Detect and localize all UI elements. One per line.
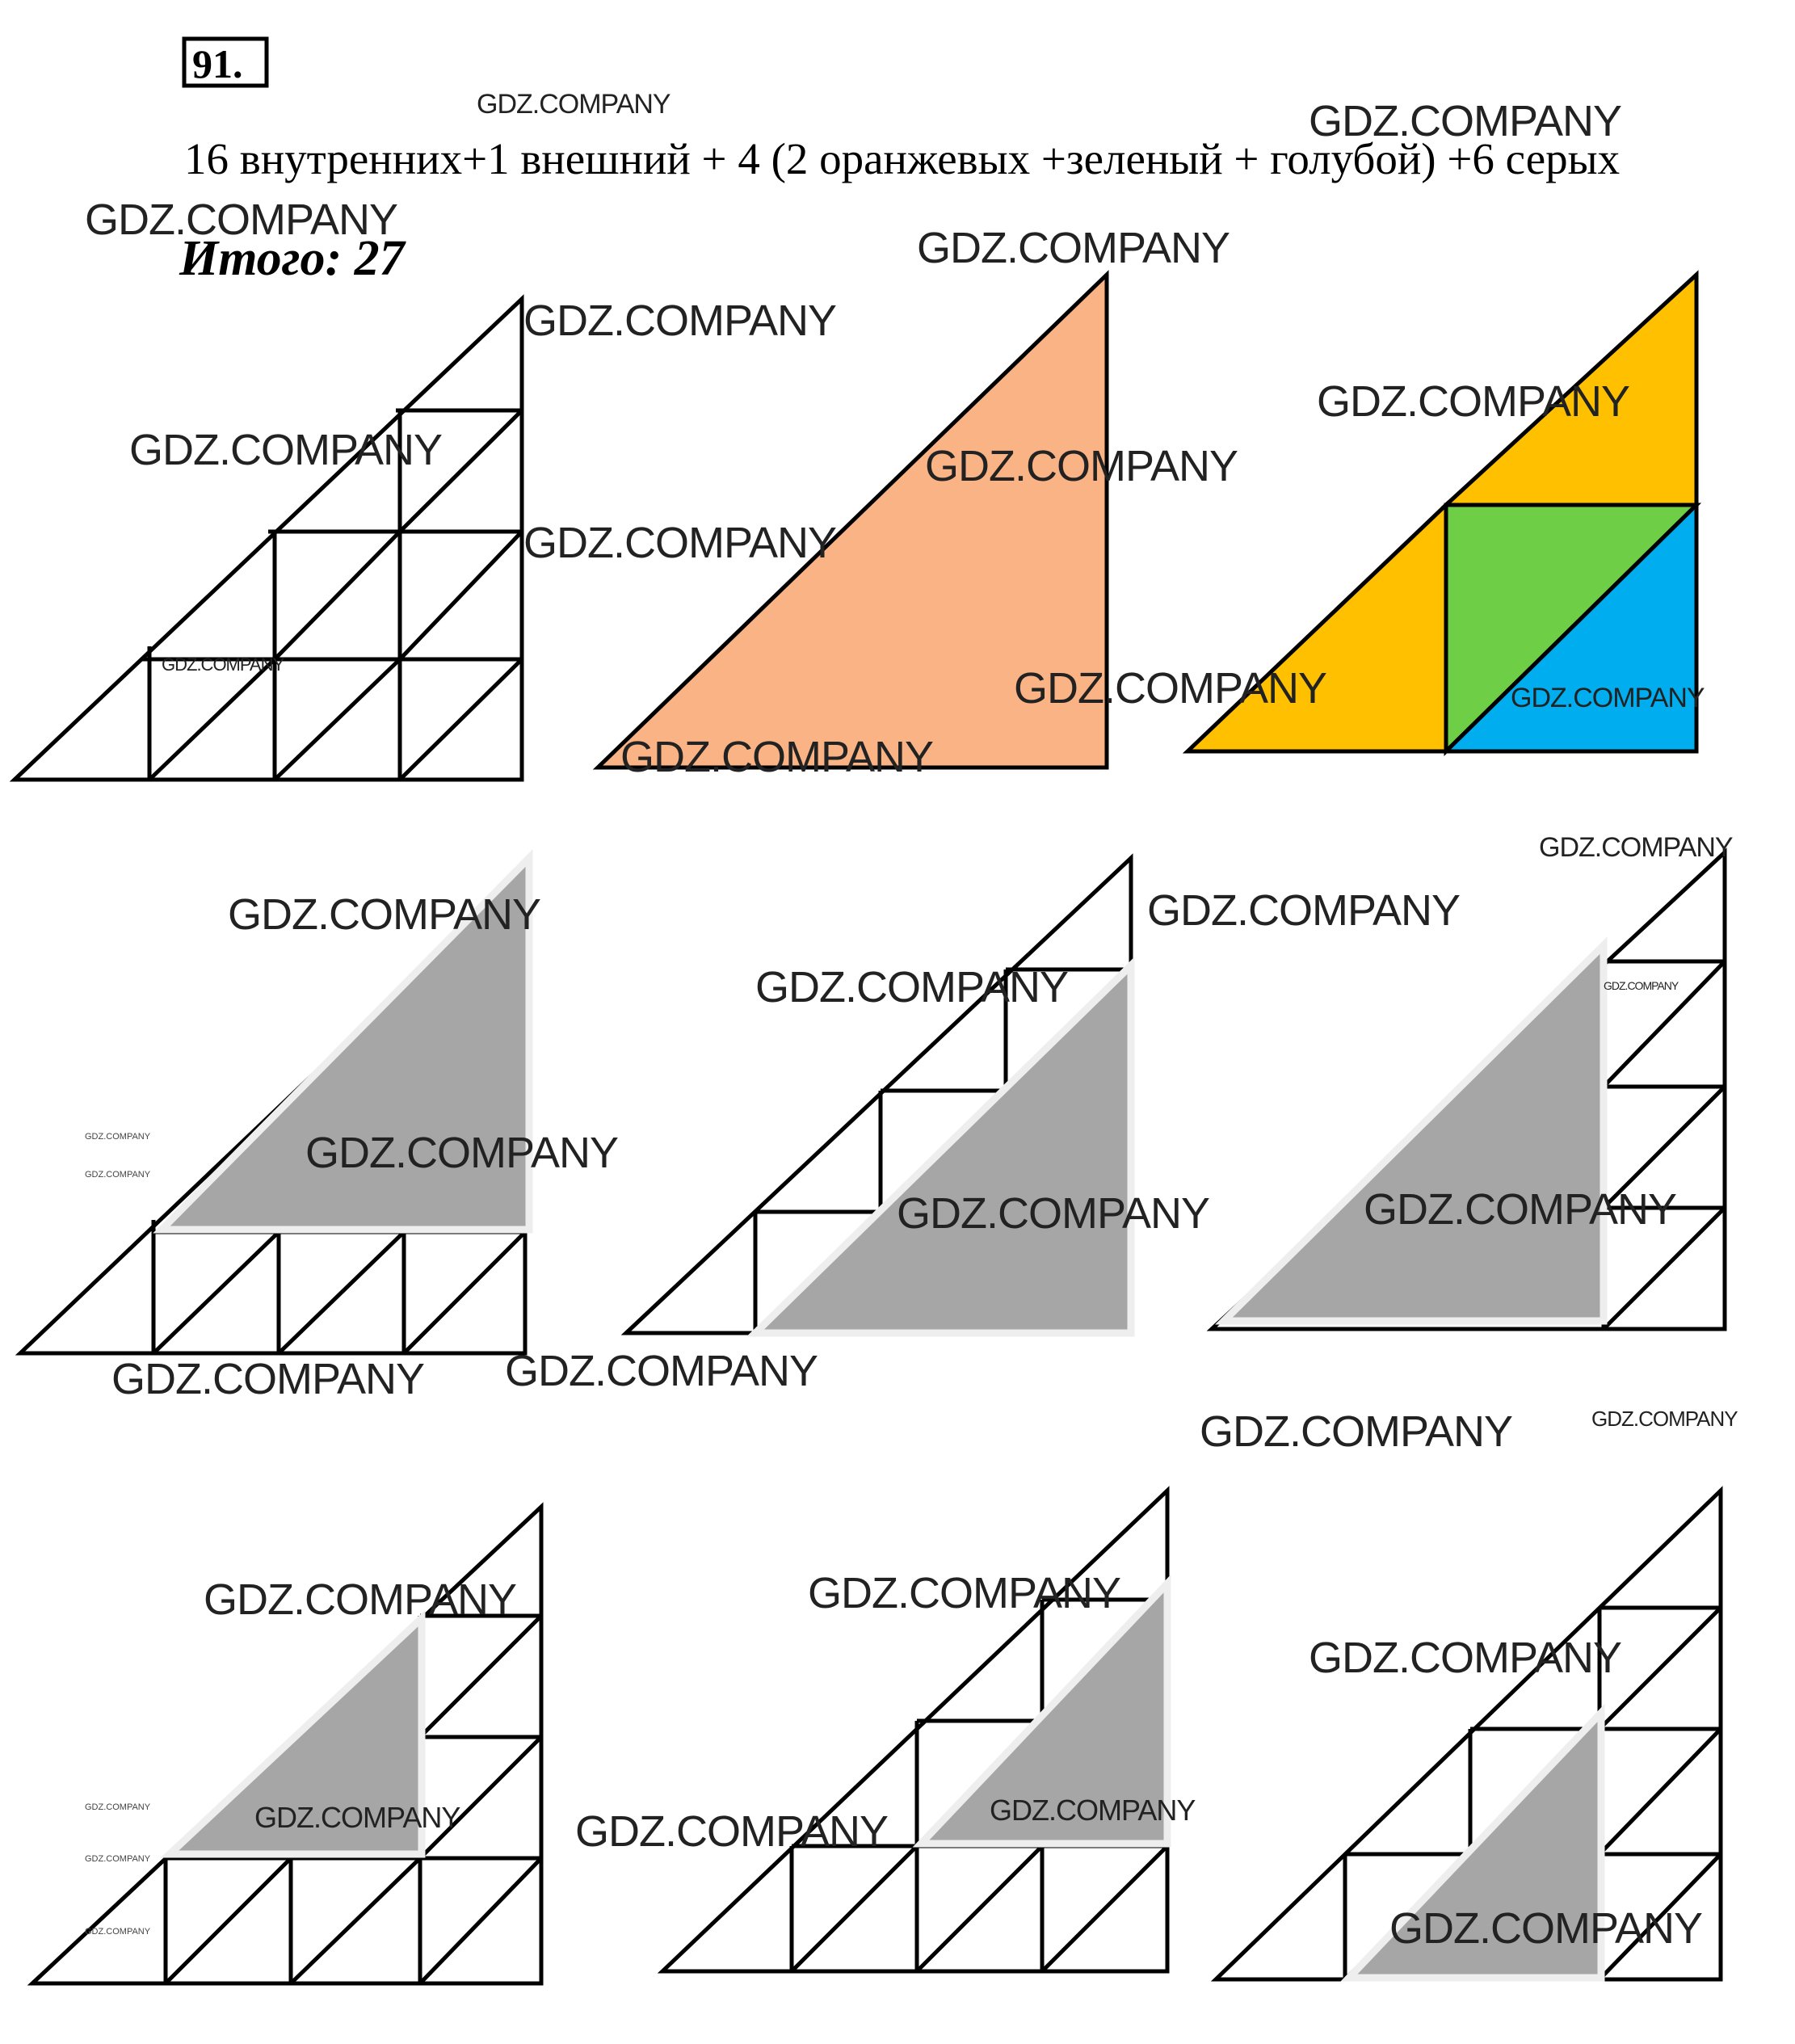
yellow-triangle-left [1188, 505, 1446, 751]
watermark: GDZ.COMPANY [85, 1132, 151, 1142]
watermark: GDZ.COMPANY [129, 426, 443, 474]
problem-description: 16 внутренних+1 внешний + 4 (2 оранжевых +зеленый + голубой) +6 серых [184, 134, 1621, 183]
watermark: GDZ.COMPANY [990, 1794, 1196, 1827]
watermark: GDZ.COMPANY [254, 1801, 460, 1834]
figure-gray-small-2 [662, 1491, 1167, 1971]
watermark: GDZ.COMPANY [1147, 886, 1461, 935]
watermark: GDZ.COMPANY [85, 1802, 151, 1812]
watermark: GDZ.COMPANY [1317, 377, 1630, 426]
watermark: GDZ.COMPANY [162, 654, 284, 675]
watermark: GDZ.COMPANY [925, 442, 1238, 490]
watermark: GDZ.COMPANY [755, 963, 1069, 1011]
problem-number [184, 39, 267, 86]
watermark: GDZ.COMPANY [1539, 832, 1733, 863]
watermark: GDZ.COMPANY [808, 1569, 1121, 1617]
watermark: GDZ.COMPANY [523, 297, 837, 345]
watermark: GDZ.COMPANY [305, 1129, 619, 1177]
watermark: GDZ.COMPANY [897, 1189, 1210, 1238]
watermark: GDZ.COMPANY [1309, 1634, 1622, 1682]
watermarks [85, 89, 1738, 1953]
watermark: GDZ.COMPANY [228, 890, 541, 939]
watermark: GDZ.COMPANY [1200, 1407, 1513, 1456]
watermark: GDZ.COMPANY [620, 733, 934, 781]
watermark: GDZ.COMPANY [523, 519, 837, 567]
outer-triangle [15, 299, 522, 780]
watermark: GDZ.COMPANY [85, 1927, 151, 1937]
watermark: GDZ.COMPANY [1389, 1904, 1703, 1953]
watermark: GDZ.COMPANY [477, 89, 670, 120]
gray-triangle [755, 965, 1131, 1333]
watermark: GDZ.COMPANY [575, 1807, 889, 1856]
watermark: GDZ.COMPANY [1604, 979, 1679, 992]
watermark: GDZ.COMPANY [917, 224, 1230, 272]
watermark: GDZ.COMPANY [204, 1575, 517, 1624]
watermark: GDZ.COMPANY [85, 1170, 151, 1180]
watermark: GDZ.COMPANY [1511, 683, 1705, 713]
watermark: GDZ.COMPANY [1364, 1185, 1677, 1234]
watermark: GDZ.COMPANY [111, 1355, 425, 1403]
watermark: GDZ.COMPANY [1309, 97, 1622, 145]
problem-total: Итого: 27 [179, 231, 405, 286]
watermark: GDZ.COMPANY [1014, 664, 1327, 713]
figure-gray-large-2 [626, 858, 1131, 1333]
problem-number-text: 91. [192, 41, 243, 86]
watermark: GDZ.COMPANY [85, 1854, 151, 1864]
watermark: GDZ.COMPANY [505, 1347, 818, 1395]
watermark: GDZ.COMPANY [1591, 1407, 1738, 1431]
watermark: GDZ.COMPANY [85, 196, 398, 244]
gray-triangle [1224, 945, 1604, 1321]
figure-full-grid [15, 299, 522, 780]
